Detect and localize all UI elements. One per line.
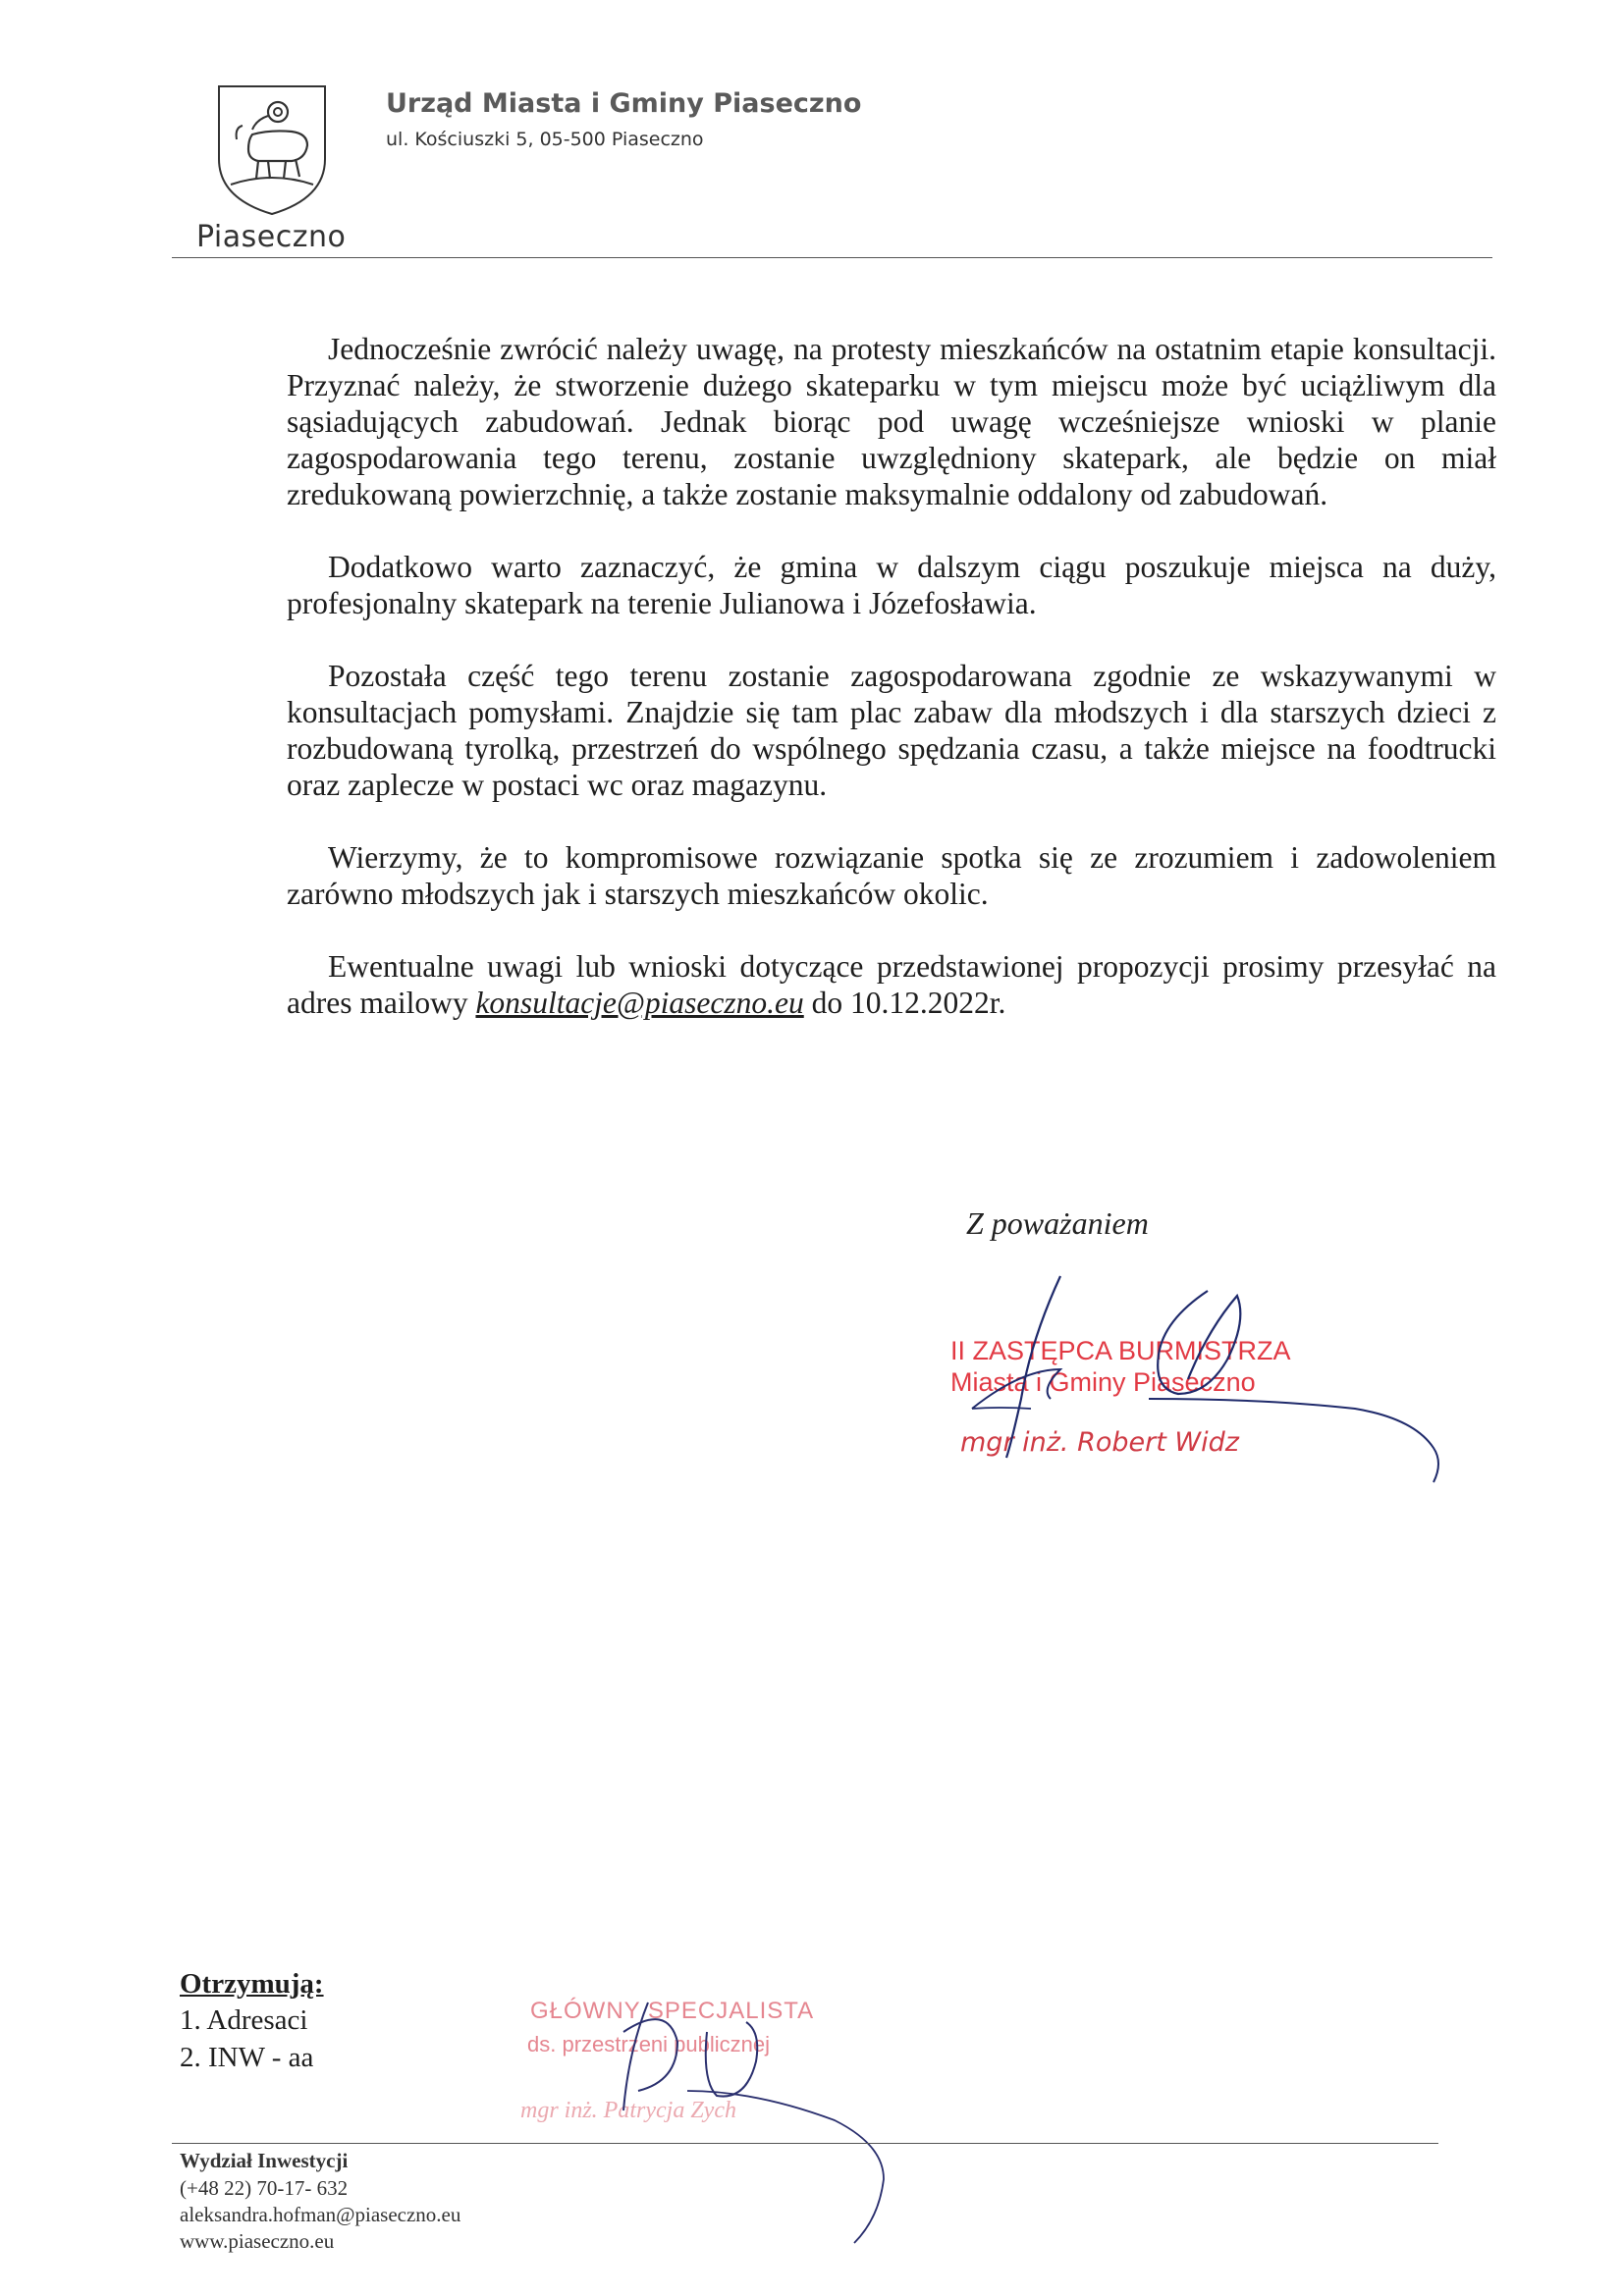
specialist-stamp-title: GŁÓWNY SPECJALISTA: [530, 1998, 815, 2024]
organization-name: Urząd Miasta i Gminy Piaseczno: [386, 88, 862, 119]
paragraph: Pozostała część tego terenu zostanie zagospodarowana zgodnie ze wskazywanymi w konsultacjach pomysłami. Znajdzie się tam plac zabaw dla młodszych i dla starszych dzieci z rozbudowaną tyrolką, przestrzeń do wspólnego spędzania czasu, a także miejsce na foodtrucki oraz zaplecze w postaci wc oraz magazynu.: [287, 659, 1496, 802]
header-divider: [172, 257, 1492, 258]
closing-salutation: Z poważaniem: [966, 1205, 1149, 1241]
organization-address: ul. Kościuszki 5, 05-500 Piaseczno: [386, 129, 704, 150]
contact-text: Ewentualne uwagi lub wnioski dotyczące przedstawionej propozycji prosimy przesyłać na adres mailowy: [287, 949, 1496, 1020]
footer-divider: [172, 2143, 1438, 2144]
specialist-signature: [511, 1973, 923, 2258]
deadline-text: do 10.12.2022r.: [803, 986, 1006, 1020]
paragraph: Dodatkowo warto zaznaczyć, że gmina w dalszym ciągu poszukuje miejsca na duży, profesjonalny skatepark na terenie Julianowa i Józefosławia.: [287, 550, 1496, 620]
paragraph: Wierzymy, że to kompromisowe rozwiązanie spotka się ze zrozumiem i zadowoleniem zarówno młodszych jak i starszych mieszkańców okolic.: [287, 840, 1496, 911]
footer-department: Wydział Inwestycji: [180, 2149, 349, 2172]
paragraph-contact: [287, 948, 1496, 1021]
specialist-stamp-department: ds. przestrzeni publicznej: [527, 2032, 771, 2056]
signature-stamp-title: II ZASTĘPCA BURMISTRZA: [950, 1336, 1291, 1365]
footer-phone: (+48 22) 70-17- 632: [180, 2176, 349, 2200]
footer-email[interactable]: aleksandra.hofman@piaseczno.eu: [180, 2203, 461, 2226]
signature-stamp-office: Miasta i Gminy Piaseczno: [950, 1367, 1256, 1397]
specialist-stamp-name: mgr inż. Patrycja Zych: [520, 2098, 736, 2123]
recipient-item: 2. INW - aa: [180, 2042, 314, 2073]
paragraph: Jednocześnie zwrócić należy uwagę, na protesty mieszkańców na ostatnim etapie konsultacji. Przyznać należy, że stworzenie dużego skateparku w tym miejscu może być uciążliwym dla sąsiadujących zabudowań. Jednak biorąc pod uwagę wcześniejsze wnioski w planie zagospodarowania tego terenu, zostanie uwzględniony skatepark, ale będzie on miał zredukowaną powierzchnię, a także zostanie maksymalnie oddalony od zabudowań.: [287, 332, 1496, 511]
signature-stamp-name: mgr inż. Robert Widz: [960, 1427, 1239, 1458]
letter-body: [287, 331, 1496, 1057]
footer-website[interactable]: www.piaseczno.eu: [180, 2229, 335, 2253]
ram-crest-icon: [213, 80, 331, 218]
recipient-item: 1. Adresaci: [180, 2004, 308, 2036]
handwritten-signature: [913, 1261, 1463, 1487]
email-link[interactable]: konsultacje@piaseczno.eu: [475, 986, 804, 1020]
recipients-heading: Otrzymują:: [180, 1968, 324, 2000]
crest-caption: Piaseczno: [196, 220, 347, 254]
